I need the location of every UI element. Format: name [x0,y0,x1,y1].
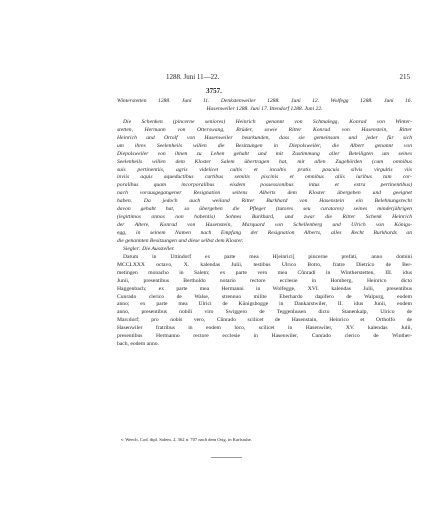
text-line: Haggenbach; ex parte mea Hermanni in Wolfegge, XVI. kalendas Julii, presentibus [117,285,412,292]
summary-line: Diepolsweiler von ihnen zu Lehen gehabt und mit Zustimmung aller Beteiligten um seines [117,150,412,157]
summary-line: inviis aquis aqueductibus curtibus semitis piscinis et omnibus aliis iuribus tam cor- [117,174,412,181]
text-line: Cunrado clerico de Walse, strennuo milite Eberhardo dapifero de Walpurg, eodem [117,293,412,300]
latin-text [117,254,412,349]
page-number: 215 [399,73,410,81]
summary-line: haben. Da jedoch auch weiland Ritter Burkhard von Hasenstein ein Belehnungsrecht [117,198,412,205]
page-header [166,73,410,83]
summary-line: poralibus quam incorporalibus eisdem possessionibus intus et extra pertinentibus) [117,182,412,189]
summary-line: die genannten Besitzungen und diese selbst dem Kloster. [117,237,244,244]
summary-line: Seelenheils willen dem Kloster Salem übertragen hat, mit allen Zugehörden (cum omnibus [117,158,412,165]
text-line: metingen monacho in Salem; ex parte vero mea Cůnradi in Wintherstetten, III. idus [117,269,412,276]
summary-line: der Ältere, Konrad von Hasenstein, Marquard von Schellenberg und Ulrich von Königs- [117,222,412,229]
document-body [117,98,412,349]
text-line: presentibus Hermanno rectore ecclesie in Hasenwiler, Cunrado clerico de Winther- [117,333,412,340]
text-line: Hasenwiler fratribus in eodem loco, scilicet in Hasenwiler, XV. kalendas Julii, [117,325,412,332]
source-footnote: v. Weech, Cod. dipl. Salem. 2, 362 n. 707 nach dem Orig. in Karlsruhe. [121,437,252,442]
seal-note: Siegler: Die Aussteller. [123,245,175,252]
summary-line: (legittimos annos non habentis) Sohnes Burkhard, und zwar die Ritter Schenk Heinrich [117,214,412,221]
summary-line: um ihres Seelenheils willen die Besitzungen in Diepolsweiler, die Albert genannt von [117,142,412,149]
summary-line: davon gehabt hat, so übergeben die Pfleger (tutores seu curatores) seines minderjährigen [117,206,412,213]
summary-line: Die Schenken (pincerne seniores) Heinrich genannt von Schmalegg, Konrad von Winter- [123,118,412,125]
section-divider [211,457,242,458]
text-line: anno; ex parte mea Ůlrici de Künigsbogge in Dankarstwiler, II. idus Junii, eodem [117,301,412,308]
text-line: MCCLXXX octavo, X. kalendas Julii, testibus Ulrico Botro, fratre Dietrico de Ber- [117,261,412,268]
summary-line: suis pertinentiis, agris videlicet cultis et incultis pratis pascuis silvis virgultis viis [117,166,412,173]
text-line: bach, eodem anno. [117,341,159,348]
running-title: 1288. Juni 11—22. [166,73,220,81]
text-line: Datum in Ùttindorf ex parte mea H[einrici] pincerne prefati, anno domini [123,253,412,260]
summary-regest [117,119,412,254]
dateline [117,98,412,114]
dateline-line: Hasenweiler 1288. Juni 17. Ittendorf 1288. Juni 22. [206,105,323,112]
summary-line: nach vorausgegangener Resignation seitens Alberts dem Kloster übergeben und geeignet [117,190,412,197]
summary-line: egg, in seinem Namen nach Empfang der Resignation Alberts, alles Recht Burkhards an [117,230,412,236]
text-line: Marcdorf; pro nobis vero, Cůnrado scilicet de Hasenstain, Heinrico et Ortholfo de [117,317,412,324]
dateline-line: Winterstetten 1288. Juni 11. Denkstenweiler 1288. Juni 12. Wolfegg 1288. Juni 16. [117,98,412,104]
summary-line: stetten, Hermann von Otterswang, Brüder, sowie Ritter Konrad von Hasenstein, Ritter [117,126,412,133]
summary-line: Heinrich und Ortolf von Hasenweiler beurkunden, dass sie gemeinsam und jeder für sich [117,134,412,141]
document-number: 3757. [206,87,222,95]
text-line: anno, presentibus nobili viro Swiggero de Teggenhusen dicto Stanenkalp, Ulrico de [117,309,412,316]
text-line: Junii, presentibus Bertholdo notario rectore ecclesie in Homberg, Heinrico dicto [117,277,412,284]
